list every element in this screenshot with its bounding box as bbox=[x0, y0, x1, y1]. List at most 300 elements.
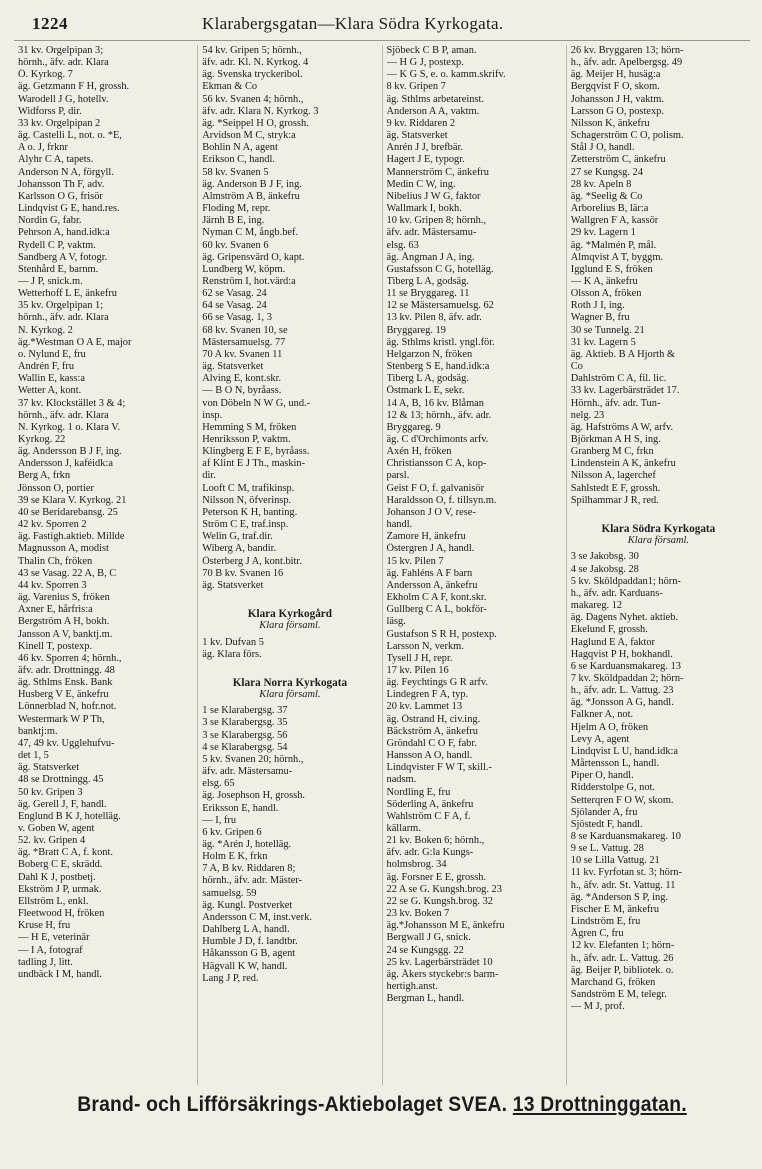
directory-line: 6 se Karduansmakareg. 13 bbox=[570, 660, 681, 672]
street-heading: Klara Kyrkogård bbox=[247, 608, 332, 621]
directory-line: Eriksson E, handl. bbox=[202, 802, 279, 814]
directory-line: Gröndahl C O F, fabr. bbox=[386, 737, 477, 749]
directory-line: 13 kv. Pilen 8, äfv. adr. bbox=[386, 312, 482, 324]
running-title: Klarabergsgatan—Klara Södra Kyrkogata. bbox=[202, 14, 504, 33]
directory-line: äg. Statsverket bbox=[386, 130, 448, 142]
directory-line: hertigh.anst. bbox=[386, 981, 438, 993]
directory-line: 8 kv. Gripen 7 bbox=[386, 81, 446, 93]
directory-line: 70 A kv. Svanen 11 bbox=[202, 348, 283, 360]
page-header bbox=[14, 14, 750, 41]
directory-line: äg. Kungl. Postverket bbox=[202, 899, 293, 911]
directory-line: 52. kv. Gripen 4 bbox=[18, 835, 86, 847]
directory-line: — H G J, postexp. bbox=[386, 57, 464, 69]
directory-line: Hörnh., äfv. adr. Tun- bbox=[570, 397, 661, 409]
directory-line: Lang J P, red. bbox=[202, 972, 259, 984]
directory-line: läsg. bbox=[386, 616, 406, 628]
directory-line: äfv. adr. Mästersamu- bbox=[386, 227, 477, 239]
directory-line: Wagner B, fru bbox=[570, 312, 630, 324]
directory-line: Johansson Th F, adv. bbox=[18, 178, 105, 190]
directory-line: Wahlström C F A, f. bbox=[386, 810, 471, 822]
directory-line: elsg. 63 bbox=[386, 239, 419, 251]
directory-line: Setterqren F O W, skom. bbox=[570, 794, 674, 806]
directory-line: 5 kv. Svanen 20; hörnh., bbox=[202, 753, 304, 765]
directory-line: 33 kv. Orgelpipan 2 bbox=[18, 117, 101, 129]
directory-line: Anrén J J, brefbär. bbox=[386, 142, 463, 154]
directory-line: äg. Fastigh.aktieb. Millde bbox=[18, 531, 125, 543]
directory-line: 60 kv. Svanen 6 bbox=[202, 239, 269, 251]
directory-line: hörnh., äfv. adr. Klara bbox=[18, 409, 109, 421]
page-number: 1224 bbox=[32, 14, 68, 33]
directory-line: äg. *Jonsson A G, handl. bbox=[570, 697, 674, 709]
directory-line: Anderson N A, förgyll. bbox=[18, 166, 114, 178]
directory-line: äg. Sthlms arbetareinst. bbox=[386, 93, 485, 105]
directory-line: 37 kv. Klockstället 3 & 4; bbox=[18, 397, 126, 409]
directory-line: Lundberg W, köpm. bbox=[202, 263, 286, 275]
directory-line: — I A, fotograf bbox=[18, 944, 83, 956]
directory-line: Tiberg L A, godsäg. bbox=[386, 275, 469, 287]
parish-label: Klara församl. bbox=[259, 689, 321, 701]
directory-line: 8 se Karduansmakareg. 10 bbox=[570, 831, 681, 842]
directory-line: 62 se Vasag. 24 bbox=[202, 288, 267, 300]
directory-line: Berg A, frkn bbox=[18, 470, 71, 482]
directory-line: h., äfv. adr. Apelbergsg. 49 bbox=[570, 57, 683, 69]
directory-line: 3 se Jakobsg. 30 bbox=[570, 551, 639, 563]
directory-line: äfv. adr. Mästersamu- bbox=[202, 766, 293, 778]
directory-line: Bäckström A, änkefru bbox=[386, 725, 478, 737]
directory-line: Järnh B E, ing. bbox=[202, 215, 265, 227]
directory-line: af Klint E J Th., maskin- bbox=[202, 458, 306, 470]
directory-line: Wallin E, kass:a bbox=[18, 373, 85, 385]
directory-line: Tiberg L A, godsäg. bbox=[386, 373, 469, 385]
directory-line: 64 se Vasag. 24 bbox=[202, 300, 267, 312]
directory-line: äg. *Malmén P, mål. bbox=[570, 239, 657, 251]
directory-line: 23 kv. Boken 7 bbox=[386, 908, 450, 920]
directory-line: hörnh., äfv. adr. Klara bbox=[18, 57, 109, 69]
directory-line: — I, fru bbox=[202, 814, 237, 826]
directory-line: 46 kv. Sporren 4; hörnh., bbox=[18, 652, 122, 664]
column-1 bbox=[14, 45, 198, 1085]
directory-line: Looft C M, trafikinsp. bbox=[202, 482, 295, 494]
directory-line: Lindenstein A K, änkefru bbox=[570, 458, 676, 470]
directory-line: Ridderstolpe G, not. bbox=[570, 782, 656, 794]
directory-line: äg. Meijer H, husäg:a bbox=[570, 69, 661, 81]
directory-line: Holm E K, frkn bbox=[202, 851, 268, 863]
directory-line: Bergqvist F O, skom. bbox=[570, 81, 660, 93]
directory-line: Co bbox=[570, 361, 583, 373]
directory-columns bbox=[14, 45, 750, 1085]
directory-line: äg.*Westman O A E, major bbox=[18, 336, 132, 348]
directory-line: nelg. 23 bbox=[570, 409, 605, 421]
directory-line: Ekman & Co bbox=[202, 81, 258, 93]
directory-line: äg. Ångman J A, ing. bbox=[386, 251, 475, 263]
directory-line: Johanson J O V, rese- bbox=[386, 506, 476, 518]
parish-label: Klara församl. bbox=[259, 620, 321, 632]
directory-line: Rydell C P, vaktm. bbox=[18, 239, 96, 251]
directory-line: äg. Statsverket bbox=[18, 762, 80, 774]
directory-line: — B O N, byråass. bbox=[202, 385, 282, 397]
directory-line bbox=[571, 507, 746, 519]
directory-line: Ekholm C A F, kont.skr. bbox=[386, 592, 487, 604]
directory-line: äfv. adr. Kl. N. Kyrkog. 4 bbox=[202, 57, 309, 69]
directory-line: von Döbeln N W G, und.- bbox=[202, 397, 311, 409]
directory-line: äg. Gripensvärd O, kapt. bbox=[202, 251, 305, 263]
directory-line: Lindqvist L U, hand.idk:a bbox=[570, 745, 679, 757]
directory-line: Karlsson O G, frisör bbox=[18, 190, 103, 202]
directory-line: Jansson A V, banktj.m. bbox=[18, 628, 113, 640]
directory-line: Olsson A, fröken bbox=[570, 288, 642, 300]
directory-line: Roth J I, ing. bbox=[570, 300, 625, 312]
directory-line bbox=[202, 661, 377, 673]
directory-line: Warodell J G, hotellv. bbox=[18, 93, 109, 105]
directory-line: 12 se Mästersamuelsg. 62 bbox=[386, 300, 494, 312]
directory-line: äg. Dagens Nyhet. aktieb. bbox=[570, 612, 679, 624]
directory-line: 24 se Kungsgg. 22 bbox=[386, 944, 464, 956]
advertisement-text: Brand- och Lifförsäkrings-Aktiebolaget SVEA. bbox=[77, 1093, 508, 1116]
directory-line: Gustafsson C G, hotelläg. bbox=[386, 263, 494, 275]
directory-line: Sjölander A, fru bbox=[570, 806, 638, 818]
directory-line: Jönsson O, portier bbox=[18, 482, 94, 494]
directory-line: elsg. 65 bbox=[202, 778, 235, 790]
directory-line: Englund B K J, hotelläg. bbox=[18, 810, 121, 822]
directory-line: Nibelius J W G, faktor bbox=[386, 190, 481, 202]
directory-line: äg. Varenius S, fröken bbox=[18, 592, 110, 604]
directory-line: äg. Sthlms Ensk. Bank bbox=[18, 677, 113, 689]
directory-line: insp. bbox=[202, 409, 223, 421]
directory-line: 9 kv. Riddaren 2 bbox=[386, 117, 456, 129]
directory-line: äg. Statsverket bbox=[202, 361, 264, 373]
directory-line: 68 kv. Svanen 10, se bbox=[202, 324, 288, 336]
directory-line: Söderling A, änkefru bbox=[386, 798, 474, 810]
directory-line: Hjelm A O, fröken bbox=[570, 721, 649, 733]
directory-line: Hansson A O, handl. bbox=[386, 750, 473, 762]
directory-line: Zetterström C, änkefru bbox=[570, 154, 666, 166]
street-heading: Klara Södra Kyrkogata bbox=[601, 523, 716, 536]
directory-line: Hagert J E, typogr. bbox=[386, 154, 465, 166]
directory-line: äg. Josephson H, grossh. bbox=[202, 790, 305, 802]
directory-line: Björkman A H S, ing. bbox=[570, 434, 661, 445]
directory-line: Helgarzon N, fröken bbox=[386, 348, 473, 360]
directory-line: Igglund E S, fröken bbox=[570, 263, 653, 275]
directory-line: hörnh., äfv. adr. Mäster- bbox=[202, 875, 303, 887]
directory-line: Peterson K H, banting. bbox=[202, 506, 298, 518]
directory-line: Nordin G, fabr. bbox=[18, 215, 82, 227]
directory-line: Hagqvist P H, bokhandl. bbox=[570, 648, 673, 660]
directory-line: — K G S, e. o. kamm.skrifv. bbox=[386, 69, 506, 81]
directory-line: Larsson G O, postexp. bbox=[570, 105, 664, 117]
directory-line: 27 se Kungsg. 24 bbox=[570, 166, 643, 178]
directory-line: 31 kv. Orgelpipan 3; bbox=[18, 45, 104, 56]
directory-line: 70 B kv. Svanen 16 bbox=[202, 567, 284, 579]
directory-line: Wallgren F A, kassör bbox=[570, 215, 659, 227]
directory-line: Stål J O, handl. bbox=[570, 142, 635, 154]
directory-line: 3 se Klarabergsg. 56 bbox=[202, 729, 288, 741]
directory-line: 22 se G. Kungsh.brog. 32 bbox=[386, 895, 493, 907]
directory-line: Kinell T, postexp. bbox=[18, 640, 93, 652]
directory-line: Zamore H, änkefru bbox=[386, 531, 466, 543]
directory-line: äfv. adr. G:la Kungs- bbox=[386, 847, 474, 859]
directory-line: Östergren J A, handl. bbox=[386, 543, 475, 555]
directory-line: Geist F O, f. galvanisör bbox=[386, 482, 485, 494]
directory-line: o. Nylund E, fru bbox=[18, 348, 86, 360]
column-3 bbox=[383, 45, 567, 1085]
directory-line: Arborelius B, lär:a bbox=[570, 203, 649, 215]
directory-line: 1 kv. Dufvan 5 bbox=[202, 636, 264, 648]
directory-line: 42 kv. Sporren 2 bbox=[18, 519, 87, 531]
directory-line: Medin C W, ing. bbox=[386, 178, 456, 190]
directory-line: 40 se Beridarebansg. 25 bbox=[18, 506, 118, 518]
directory-line: Bohlin N A, agent bbox=[202, 142, 278, 154]
directory-line: äg. Feychtings G R arfv. bbox=[386, 677, 488, 689]
directory-line: 12 kv. Elefanten 1; hörn- bbox=[570, 940, 675, 952]
directory-line: Ström C E, traf.insp. bbox=[202, 519, 289, 531]
directory-line: Fleetwood H, fröken bbox=[18, 908, 105, 920]
directory-line: äg. Sthlms kristl. yngl.för. bbox=[386, 336, 495, 348]
directory-line: äg. Castelli L, not. o. *E, bbox=[18, 130, 122, 142]
directory-line: äg. Hafströms A W, arfv. bbox=[570, 421, 674, 433]
directory-line: äg. Andersson B J F, ing. bbox=[18, 446, 122, 458]
parish-label: Klara församl. bbox=[627, 535, 689, 547]
directory-line: Lindström E, fru bbox=[570, 916, 641, 928]
directory-line: Nilsson A, lagerchef bbox=[570, 470, 656, 482]
directory-line: äfv. adr. Klara N. Kyrkog. 3 bbox=[202, 105, 319, 117]
directory-line: Ellström L, enkl. bbox=[18, 895, 89, 907]
directory-line: Bergman L, handl. bbox=[386, 993, 465, 1005]
directory-line: Almqvist A T, byggm. bbox=[570, 251, 664, 263]
directory-line: äfv. adr. Drottningg. 48 bbox=[18, 664, 115, 676]
directory-line: Österberg J A, kont.bitr. bbox=[202, 555, 302, 567]
directory-line: Bergwall J G, snick. bbox=[386, 932, 471, 944]
directory-line: 22 A se G. Kungsh.brog. 23 bbox=[386, 883, 502, 895]
directory-line: Hemming S M, fröken bbox=[202, 421, 297, 433]
directory-line: Renström I, hot.värd:a bbox=[202, 275, 296, 287]
directory-line: Mästersamuelsg. 77 bbox=[202, 336, 286, 348]
directory-line: — M J, prof. bbox=[570, 1001, 625, 1013]
directory-line: Dahlström C A, fil. lic. bbox=[570, 373, 667, 385]
directory-line: handl. bbox=[386, 519, 413, 531]
directory-line: 7 kv. Sköldpaddan 2; hörn- bbox=[570, 672, 684, 684]
directory-line: banktj:m. bbox=[18, 725, 58, 737]
directory-line: Fischer E M, änkefru bbox=[570, 903, 660, 915]
directory-line: Bergström A H, bokh. bbox=[18, 616, 110, 628]
directory-line: h., äfv. adr. L. Vattug. 26 bbox=[570, 952, 674, 964]
directory-line: holmsbrog. 34 bbox=[386, 859, 447, 871]
directory-line: h., äfv. adr. L. Vattug. 23 bbox=[570, 685, 674, 697]
directory-line: 5 kv. Sköldpaddan1; hörn- bbox=[570, 575, 681, 587]
directory-line: 11 se Bryggareg. 11 bbox=[386, 288, 470, 300]
directory-line: — H E, veterinär bbox=[18, 932, 90, 944]
directory-line: 29 kv. Lagern 1 bbox=[570, 227, 636, 239]
directory-line: Bryggareg. 19 bbox=[386, 324, 446, 336]
directory-line: Husberg V E, änkefru bbox=[18, 689, 109, 701]
directory-line: 4 se Klarabergsg. 54 bbox=[202, 741, 288, 753]
advertisement-address: 13 Drottninggatan. bbox=[512, 1093, 687, 1116]
directory-line: Axén H, fröken bbox=[386, 446, 452, 458]
directory-line: 35 kv. Orgelpipan 1; bbox=[18, 300, 104, 312]
directory-line: — J P, snick.m. bbox=[18, 275, 83, 287]
directory-line: Arvidson M C, stryk:a bbox=[202, 130, 296, 142]
directory-line: 44 kv. Sporren 3 bbox=[18, 579, 87, 591]
directory-line: Westermark W P Th, bbox=[18, 713, 105, 725]
directory-line: 4 se Jakobsg. 28 bbox=[570, 563, 639, 575]
directory-line: Larsson N, verkm. bbox=[386, 640, 464, 652]
directory-line: 56 kv. Svanen 4; hörnh., bbox=[202, 93, 304, 105]
directory-line: äg. Klara förs. bbox=[202, 648, 262, 660]
directory-line: Wiberg A, bandir. bbox=[202, 543, 277, 555]
directory-line: 20 kv. Lammet 13 bbox=[386, 701, 463, 713]
directory-line: 3 se Klarabergsg. 35 bbox=[202, 717, 288, 729]
directory-line: 26 kv. Bryggaren 13; hörn- bbox=[570, 45, 684, 56]
directory-line: Östmark L E, sekr. bbox=[386, 385, 465, 397]
directory-line: hörnh., äfv. adr. Klara bbox=[18, 312, 109, 324]
directory-line: 66 se Vasag. 1, 3 bbox=[202, 312, 272, 324]
directory-line: Erikson C, handl. bbox=[202, 154, 275, 166]
directory-line: 48 se Drottningg. 45 bbox=[18, 774, 104, 786]
directory-line: Sjöstedt F, handl. bbox=[570, 818, 643, 830]
directory-line: äg. *Seippel H O, grossh. bbox=[202, 117, 309, 129]
directory-line: äg. Svenska tryckeribol. bbox=[202, 69, 303, 81]
directory-line: Wetter A, kont. bbox=[18, 385, 82, 397]
directory-line: 28 kv. Apeln 8 bbox=[570, 178, 632, 190]
directory-line: 54 kv. Gripen 5; hörnh., bbox=[202, 45, 302, 56]
directory-line: Ågren C, fru bbox=[570, 928, 624, 940]
directory-line: 14 A, B, 16 kv. Blåman bbox=[386, 397, 484, 409]
directory-line: Lönnerblad N, hofr.not. bbox=[18, 701, 117, 713]
directory-line: Sandberg A V, fotogr. bbox=[18, 251, 108, 263]
directory-line: äg. *Arén J, hotelläg. bbox=[202, 839, 292, 850]
directory-line: 12 & 13; hörnh., äfv. adr. bbox=[386, 409, 492, 421]
directory-line: äg. Aktieb. B A Hjorth & bbox=[570, 348, 675, 360]
directory-line: v. Goben W, agent bbox=[18, 823, 95, 834]
directory-line: Ekström J P, urmak. bbox=[18, 883, 102, 895]
directory-line: Pehrson A, hand.idk:a bbox=[18, 227, 110, 239]
directory-line: Axner E, hårfris:a bbox=[18, 604, 93, 616]
directory-line: Nilsson N, öfverinsp. bbox=[202, 494, 292, 506]
directory-line: Johansson J H, vaktm. bbox=[570, 93, 664, 105]
directory-line: 21 kv. Boken 6; hörnh., bbox=[386, 835, 485, 847]
directory-line: 11 kv. Fyrfotan st. 3; hörn- bbox=[570, 867, 682, 879]
directory-line: äg. Forsner E E, grossh. bbox=[386, 871, 487, 883]
directory-line: Gullberg C A L, bokför- bbox=[386, 604, 487, 616]
directory-line: Widforss P, dir. bbox=[18, 105, 82, 117]
directory-line: N. Kyrkog. 1 o. Klara V. bbox=[18, 421, 121, 433]
directory-line: Schagerström C O, polism. bbox=[570, 130, 684, 142]
directory-line: Haglund E A, faktor bbox=[570, 636, 656, 648]
column-4 bbox=[567, 45, 750, 1085]
directory-line: dir. bbox=[202, 470, 216, 482]
directory-line: Granberg M C, frkn bbox=[570, 446, 654, 458]
directory-line: Welin G, traf.dir. bbox=[202, 531, 273, 543]
directory-line: Stenberg S E, hand.idk:a bbox=[386, 361, 490, 373]
directory-line: Andersson C M, inst.verk. bbox=[202, 911, 312, 923]
directory-line: Levy A, agent bbox=[570, 733, 630, 745]
directory-line: Mårtensson L, handl. bbox=[570, 758, 660, 770]
directory-line: Hägvall K W, handl. bbox=[202, 960, 288, 972]
directory-line: 6 kv. Gripen 6 bbox=[202, 826, 262, 838]
directory-line: h., äfv. adr. St. Vattug. 11 bbox=[570, 879, 676, 891]
directory-line: 25 kv. Lagerbärsträdet 10 bbox=[386, 956, 493, 968]
directory-line: Nordling E, fru bbox=[386, 786, 451, 798]
directory-line: Sandström E M, telegr. bbox=[570, 989, 667, 1001]
directory-line: källarm. bbox=[386, 823, 421, 834]
directory-line: äg. Fahléns A F barn bbox=[386, 567, 473, 579]
directory-line: Ö. Kyrkog. 7 bbox=[18, 69, 73, 81]
directory-line bbox=[202, 592, 377, 604]
directory-line: Lindqvist G E, hand.res. bbox=[18, 203, 120, 215]
directory-line: Boberg C E, skrädd. bbox=[18, 859, 103, 871]
directory-line: Stenhård E, barnm. bbox=[18, 263, 99, 275]
directory-line: äg. Gerell J, F, handl. bbox=[18, 798, 107, 810]
directory-line: 58 kv. Svanen 5 bbox=[202, 166, 269, 178]
directory-line: Thalin Ch, fröken bbox=[18, 555, 93, 567]
directory-line: Gustafson S R H, postexp. bbox=[386, 628, 497, 640]
directory-line: Sahlstedt E F, grossh. bbox=[570, 482, 661, 494]
directory-line: 7 A, B kv. Riddaren 8; bbox=[202, 863, 296, 875]
directory-line: Haraldsson O, f. tillsyn.m. bbox=[386, 494, 497, 506]
directory-line: äg. *Anderson S P, ing. bbox=[570, 891, 669, 903]
directory-line: A o. J, frknr bbox=[18, 142, 68, 154]
directory-line: Wallmark I, bokh. bbox=[386, 203, 462, 215]
directory-line: 9 se L. Vattug. 28 bbox=[570, 843, 644, 855]
directory-line: tadling J, litt. bbox=[18, 956, 73, 968]
directory-line: Floding M, repr. bbox=[202, 203, 271, 215]
directory-line: äg. Åkers styckebr:s barm- bbox=[386, 968, 499, 980]
directory-line: äg. C d'Orchimonts arfv. bbox=[386, 434, 489, 445]
directory-line: Lindegren F A, typ. bbox=[386, 689, 469, 701]
directory-line: N. Kyrkog. 2 bbox=[18, 324, 73, 336]
directory-line: Nyman C M, ångb.bef. bbox=[202, 227, 299, 239]
directory-line: 33 kv. Lagerbärsträdet 17. bbox=[570, 385, 680, 397]
directory-line: 30 se Tunnelg. 21 bbox=[570, 324, 645, 336]
directory-line: äg. Getzmann F H, grossh. bbox=[18, 81, 130, 93]
directory-line: 17 kv. Pilen 16 bbox=[386, 664, 449, 676]
directory-line: Spilhammar J R, red. bbox=[570, 494, 659, 506]
directory-line: Alving E, kont.skr. bbox=[202, 373, 282, 385]
directory-line: Klingberg E F E, byråass. bbox=[202, 446, 310, 458]
directory-line: 43 se Vasag. 22 A, B, C bbox=[18, 567, 117, 579]
directory-line: undbäck I M, handl. bbox=[18, 968, 102, 980]
directory-line: det 1, 5 bbox=[18, 750, 49, 762]
directory-line: h., äfv. adr. Karduans- bbox=[570, 587, 663, 599]
directory-line: Alyhr C A, tapets. bbox=[18, 154, 94, 166]
directory-line: äg.*Johansson M E, änkefru bbox=[386, 920, 505, 932]
directory-line: Lindqvister F W T, skill.- bbox=[386, 762, 492, 774]
directory-line: 10 kv. Gripen 8; hörnh., bbox=[386, 215, 486, 227]
directory-line: Nilsson K, änkefru bbox=[570, 117, 650, 129]
directory-line: Almström A B, änkefru bbox=[202, 190, 300, 202]
directory-line: 39 se Klara V. Kyrkog. 21 bbox=[18, 494, 127, 506]
directory-line: äg. *Bratt C A, f. kont. bbox=[18, 847, 113, 859]
directory-line: Wetterhoff L E, änkefru bbox=[18, 288, 117, 300]
directory-line: Falkner A, not. bbox=[570, 709, 634, 721]
directory-line: Marchand G, fröken bbox=[570, 976, 656, 988]
directory-line: Andersson A, änkefru bbox=[386, 579, 478, 591]
directory-line: äg. Statsverket bbox=[202, 579, 264, 591]
directory-line: — K A, änkefru bbox=[570, 275, 638, 287]
directory-line: Andrén F, fru bbox=[18, 361, 75, 373]
directory-line: Piper O, handl. bbox=[570, 770, 634, 782]
directory-line: Dahlberg L A, handl. bbox=[202, 924, 290, 936]
directory-line: Mannerström C, änkefru bbox=[386, 166, 489, 178]
column-2 bbox=[198, 45, 382, 1085]
directory-line: makareg. 12 bbox=[570, 600, 623, 612]
directory-line: äg. Östrand H, civ.ing. bbox=[386, 713, 481, 725]
directory-line: 47, 49 kv. Ugglehufvu- bbox=[18, 737, 115, 749]
directory-line: Kruse H, fru bbox=[18, 920, 71, 932]
directory-line: 15 kv. Pilen 7 bbox=[386, 555, 444, 567]
directory-line: Humble J D, f. landtbr. bbox=[202, 936, 298, 948]
directory-line: Sjöbeck C B P, aman. bbox=[386, 45, 477, 56]
footer-advertisement bbox=[43, 1093, 720, 1117]
